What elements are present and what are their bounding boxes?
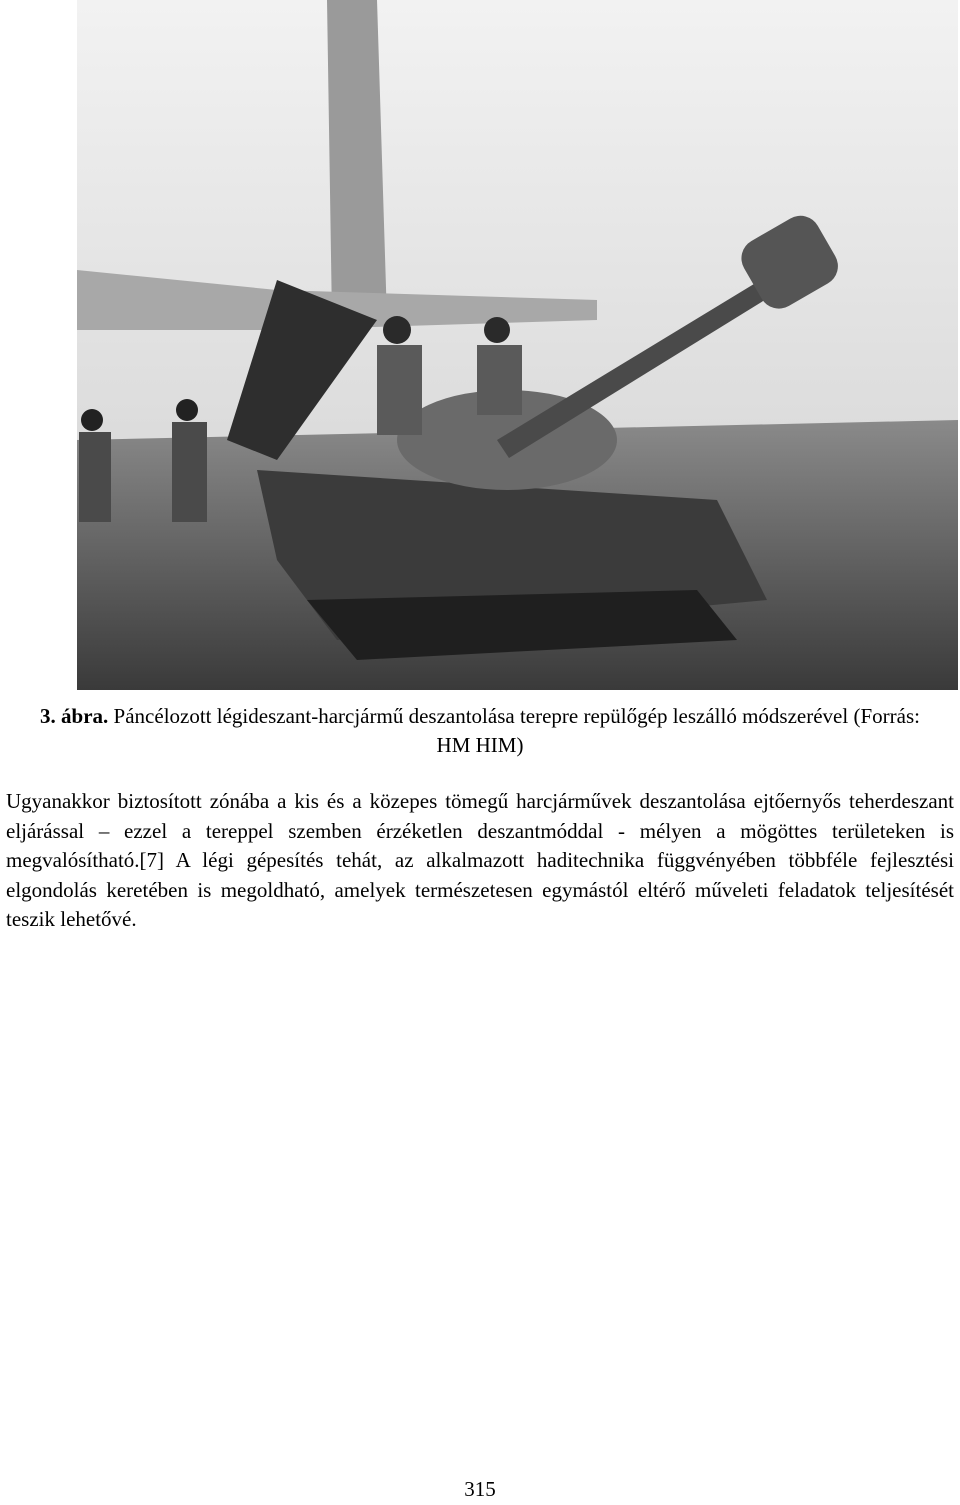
figure-caption [30, 702, 930, 760]
caption-label: 3. ábra. [40, 704, 109, 728]
page-number: 315 [464, 1477, 496, 1501]
body-paragraph: Ugyanakkor biztosított zónába a kis és a közepes tömegű harcjárművek deszantolása ejtőernyős teherdeszant eljárással – ezzel a tereppel szemben érzéketlen deszantmóddal - mélyen a mögöttes területeken is megvalósítható.[7] A légi gépesítés tehát, az alkalmazott haditechnika függvényében többféle fejlesztési elgondolás keretében is megoldható, amelyek természetesen egymástól eltérő műveleti feladatok teljesítését teszik lehetővé. [6, 789, 954, 931]
caption-text: Páncélozott légideszant-harcjármű deszantolása terepre repülőgép leszálló módszerével (Forrás: HM HIM) [108, 704, 920, 757]
photo-tank-airdrop-icon [77, 0, 958, 690]
figure-photo [77, 0, 958, 690]
